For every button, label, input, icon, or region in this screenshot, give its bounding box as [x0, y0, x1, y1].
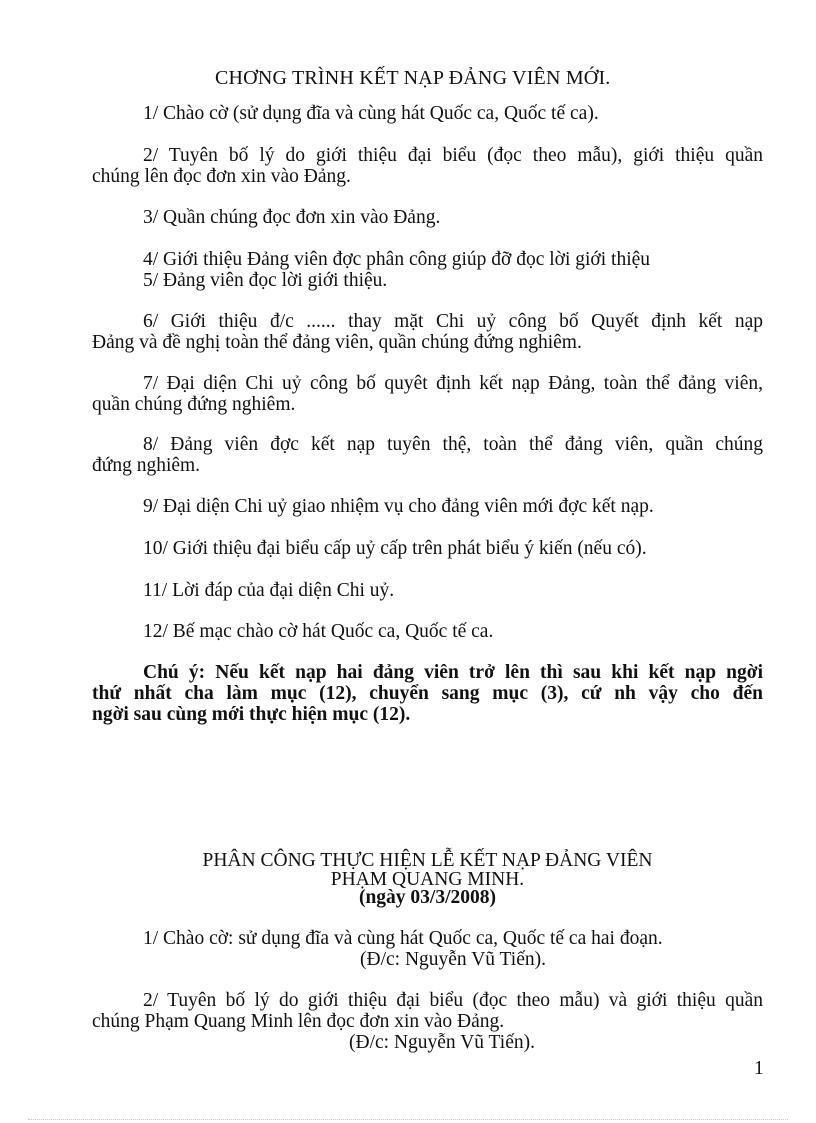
- program-item-9: 9/ Đại diện Chi uỷ giao nhiệm vụ cho đảng viên mới đợc kết nạp.: [143, 496, 654, 517]
- program-item-3: 3/ Quần chúng đọc đơn xin vào Đảng.: [143, 207, 441, 228]
- program-item-11: 11/ Lời đáp của đại diện Chi uỷ.: [143, 580, 395, 601]
- program-item-6-cont: Đảng và đề nghị toàn thể đảng viên, quần chúng đứng nghiêm.: [92, 332, 582, 353]
- assignment-title-line-1: PHÂN CÔNG THỰC HIỆN LỄ KẾT NẠP ĐẢNG VIÊN: [202, 850, 653, 871]
- assignment-item-2-assignee: (Đ/c: Nguyễn Vũ Tiến).: [349, 1032, 535, 1053]
- program-item-6: 6/ Giới thiệu đ/c ...... thay mặt Chi uỷ công bố Quyết định kết nạp: [143, 311, 763, 332]
- assignment-date: (ngày 03/3/2008): [358, 887, 497, 908]
- program-item-8: 8/ Đảng viên đợc kết nạp tuyên thệ, toàn thể đảng viên, quần chúng: [143, 434, 763, 455]
- assignment-item-1-assignee: (Đ/c: Nguyễn Vũ Tiến).: [360, 949, 546, 970]
- page-bottom-divider: [28, 1119, 788, 1120]
- page-number: 1: [754, 1058, 764, 1079]
- program-note-line-2: thứ nhất cha làm mục (12), chuyển sang mục (3), cứ nh vậy cho đến: [92, 683, 763, 704]
- program-item-2-cont: chúng lên đọc đơn xin vào Đảng.: [92, 166, 351, 187]
- program-item-5: 5/ Đảng viên đọc lời giới thiệu.: [143, 270, 388, 291]
- program-note-line-3: ngời sau cùng mới thực hiện mục (12).: [92, 704, 411, 725]
- program-title: CHƠNG TRÌNH KẾT NẠP ĐẢNG VIÊN MỚI.: [215, 67, 611, 89]
- assignment-title-line-2: PHẠM QUANG MINH.: [330, 869, 525, 890]
- assignment-item-2-cont: chúng Phạm Quang Minh lên đọc đơn xin vào Đảng.: [92, 1011, 505, 1032]
- program-item-4: 4/ Giới thiệu Đảng viên đợc phân công giúp đỡ đọc lời giới thiệu: [143, 249, 651, 270]
- program-item-7: 7/ Đại diện Chi uỷ công bố quyêt định kết nạp Đảng, toàn thể đảng viên,: [143, 373, 763, 394]
- assignment-item-1: 1/ Chào cờ: sử dụng đĩa và cùng hát Quốc ca, Quốc tế ca hai đoạn.: [143, 928, 663, 949]
- program-item-2: 2/ Tuyên bố lý do giới thiệu đại biểu (đọc theo mẫu), giới thiệu quần: [143, 145, 763, 166]
- program-note-line-1: Chú ý: Nếu kết nạp hai đảng viên trở lên thì sau khi kết nạp ngời: [143, 662, 763, 683]
- program-item-1: 1/ Chào cờ (sử dụng đĩa và cùng hát Quốc ca, Quốc tế ca).: [143, 103, 599, 124]
- assignment-item-2: 2/ Tuyên bố lý do giới thiệu đại biểu (đọc theo mẫu) và giới thiệu quần: [143, 990, 763, 1011]
- program-item-12: 12/ Bế mạc chào cờ hát Quốc ca, Quốc tế ca.: [143, 621, 494, 642]
- program-item-7-cont: quần chúng đứng nghiêm.: [92, 394, 296, 415]
- program-item-8-cont: đứng nghiêm.: [92, 455, 201, 476]
- program-item-10: 10/ Giới thiệu đại biểu cấp uỷ cấp trên phát biểu ý kiến (nếu có).: [143, 538, 647, 559]
